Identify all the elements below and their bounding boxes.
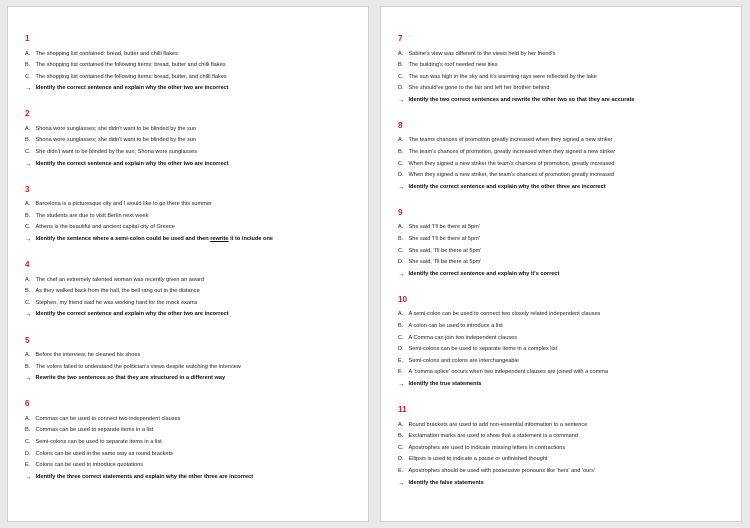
task-line [398, 379, 733, 391]
task-text: Identify the correct sentence and explain why the other two are incorrect [35, 160, 229, 167]
question-block [398, 295, 733, 391]
option-text: The students are due to visit Berlin next week [35, 212, 149, 219]
option-line [25, 147, 360, 159]
option-line [398, 170, 733, 182]
question-block [398, 34, 733, 106]
option-label: A. [25, 415, 31, 422]
option-text: She said 'I'll be there at 5pm' [408, 236, 480, 243]
option-line [25, 135, 360, 147]
option-label: B. [398, 433, 404, 440]
arrow-icon: → [398, 270, 405, 278]
question-block [25, 185, 360, 246]
question-block [25, 34, 360, 95]
option-text: A 'comma splice' occurs when two independent clauses are joined with a comma [408, 369, 609, 376]
option-label: D. [398, 85, 404, 92]
option-text: Colons can be used in the same way as round brackets [35, 450, 173, 457]
question-number: 5 [25, 335, 30, 345]
task-text: Rewrite the two sentences so that they are structured in a different way [35, 375, 226, 382]
task-text: Identify the correct sentence and explain why the other two are incorrect [35, 85, 229, 92]
option-label: C. [398, 160, 404, 167]
option-label: B. [398, 323, 404, 329]
option-label: C. [398, 247, 404, 254]
option-line [398, 367, 733, 379]
option-text: The voters failed to understand the politician's views despite watching the interview [35, 363, 241, 370]
arrow-icon: → [25, 160, 32, 168]
option-text: Athens is the beautiful and ancient capital city of Greece [35, 224, 175, 231]
option-label: D. [398, 172, 404, 179]
option-text: A Comma can join two independent clauses [408, 334, 518, 341]
task-text: Identify the false statements [408, 479, 484, 486]
option-text: Shona wore sunglasses; she didn't want to be blinded by the sun [35, 137, 197, 144]
option-line [25, 425, 360, 437]
option-line [398, 420, 733, 432]
task-text: Identify the correct sentence and explain why the other two are incorrect [35, 311, 229, 318]
option-line [398, 222, 733, 234]
option-line [398, 72, 733, 84]
option-label: B. [398, 62, 404, 69]
option-line [398, 431, 733, 443]
option-line [25, 49, 360, 61]
option-line [398, 147, 733, 159]
worksheet-page-left [7, 6, 369, 522]
option-line [398, 309, 733, 321]
option-line [25, 275, 360, 287]
option-text: Ellipsis is used to indicate a pause or unfinished thought [408, 456, 548, 463]
question-block [398, 405, 733, 489]
option-text: The teams chances of promotion greatly increased when they signed a new striker [408, 137, 613, 144]
option-label: B. [25, 363, 31, 370]
task-line [398, 478, 733, 490]
option-text: She didn't want to be blinded by the sun; Shona wore sunglasses [35, 149, 198, 156]
task-text: Identify the two correct sentences and rewrite the other two so that they are accurate [408, 96, 635, 103]
arrow-icon: → [398, 183, 405, 191]
option-line [398, 49, 733, 61]
question-block [25, 336, 360, 385]
option-line [25, 222, 360, 234]
option-label: E. [398, 357, 404, 364]
option-label: A. [25, 276, 31, 283]
option-text: Exclamation marks are used to show that a statement is a command [408, 433, 578, 440]
question-number: 2 [25, 109, 30, 119]
question-column [398, 34, 733, 504]
option-text: Apostrophes are used to indicate missing letters in contractions [408, 444, 566, 451]
option-label: B. [25, 212, 31, 219]
option-text: The team's chances of promotion, greatly increased when they signed a new striker [408, 149, 616, 156]
option-line [25, 414, 360, 426]
task-text: Identify the correct sentence and explain why it's correct [408, 270, 560, 277]
option-text: The chef an extremely talented woman was recently given an award [35, 276, 205, 283]
task-line [25, 159, 360, 171]
option-text: Stephen, my friend said he was working hard for the mock exams [35, 299, 198, 306]
task-line [398, 95, 733, 107]
option-label: A. [25, 352, 31, 358]
option-text: Round brackets are used to add non-essential information to a sentence [408, 421, 588, 428]
option-line [25, 437, 360, 449]
option-label: B. [25, 427, 31, 434]
option-text: Sabine's view was different to the views held by her friend's [408, 50, 556, 57]
question-number: 10 [398, 294, 408, 304]
task-line [25, 83, 360, 95]
option-text: She said 'I'll be there at 5pm' [408, 224, 480, 231]
option-label: E. [25, 462, 31, 469]
option-label: C. [25, 149, 31, 156]
option-text: Before the interview, he cleaned his shoes [35, 352, 141, 358]
option-text: The shopping list contained: bread, butter and chilli flakes [35, 50, 178, 57]
question-number: 3 [25, 184, 30, 194]
option-line [398, 257, 733, 269]
option-line [25, 350, 360, 362]
question-block [25, 109, 360, 170]
option-line [398, 83, 733, 95]
option-label: C. [398, 73, 404, 80]
option-text: Barcelona is a picturesque city and I would like to go there this summer [35, 201, 212, 208]
option-line [398, 159, 733, 171]
option-label: C. [398, 334, 404, 341]
option-label: B. [398, 149, 404, 156]
underlined-word: rewrite [210, 236, 229, 243]
option-text: The shopping list contained the following items: bread, butter, and chilli flakes [35, 73, 227, 80]
question-number: 8 [398, 120, 403, 130]
question-block [398, 121, 733, 193]
worksheet-page-right [380, 6, 742, 522]
option-text: Semi-colons can be used to separate items in a list [35, 438, 162, 445]
option-line [398, 333, 733, 345]
option-line [25, 298, 360, 310]
option-line [25, 460, 360, 472]
task-line [398, 269, 733, 281]
option-label: A. [398, 137, 404, 144]
option-text: Apostrophes should be used with possessive pronouns like 'hers' and 'ours' [408, 467, 595, 474]
option-line [25, 124, 360, 136]
option-label: B. [398, 236, 404, 243]
option-label: E. [398, 467, 404, 474]
option-line [398, 356, 733, 368]
option-label: C. [25, 224, 31, 231]
option-label: A. [398, 224, 404, 231]
task-text: Identify the correct sentence and explain why the other three are incorrect [408, 183, 606, 190]
task-line [398, 182, 733, 194]
arrow-icon: → [25, 236, 32, 244]
arrow-icon: → [25, 375, 32, 383]
question-number: 11 [398, 405, 407, 415]
option-label: C. [25, 73, 31, 80]
option-line [25, 449, 360, 461]
option-text: A colon can be used to introduce a list [408, 323, 503, 329]
option-label: C. [25, 438, 31, 445]
option-line [25, 211, 360, 223]
arrow-icon: → [25, 85, 32, 93]
task-text: Identify the three correct statements and explain why the other three are incorrect [35, 473, 254, 480]
option-line [25, 199, 360, 211]
option-label: D. [398, 346, 404, 353]
question-number: 6 [25, 399, 30, 409]
option-text: She said, 'I'll be there at 5pm' [408, 247, 482, 254]
option-text: Colons can be used to introduce quotations [35, 462, 144, 469]
option-line [398, 443, 733, 455]
question-number: 4 [25, 260, 30, 270]
option-label: B. [25, 288, 31, 295]
option-text: Commas can be used to separate items in a list [35, 427, 154, 434]
option-text: The shopping list contained the following items: bread, butter and chilli flakes [35, 62, 226, 69]
option-label: A. [398, 421, 404, 428]
task-line [25, 373, 360, 385]
option-text: She should've gone to the fair and left her brother behind [408, 85, 550, 92]
option-text: Shona wore sunglasses; she didn't want to be blinded by the sun [35, 125, 197, 132]
option-line [25, 286, 360, 298]
option-line [398, 60, 733, 72]
option-label: A. [25, 201, 31, 208]
option-line [398, 135, 733, 147]
task-text-part: Identify the sentence where a semi-colon could be used and then [35, 236, 211, 243]
option-line [398, 246, 733, 258]
task-line [25, 309, 360, 321]
option-label: D. [398, 259, 404, 266]
arrow-icon: → [25, 311, 32, 319]
option-label: C. [25, 299, 31, 306]
question-number: 1 [25, 34, 30, 43]
arrow-icon: → [25, 473, 32, 481]
question-block [25, 260, 360, 321]
option-label: A. [25, 125, 31, 132]
question-block [398, 208, 733, 280]
question-column [25, 34, 360, 498]
task-text-part: it to include one [228, 236, 273, 243]
option-text: When they signed a new striker, the team's chances of promotion greatly increased [408, 172, 615, 179]
option-line [398, 344, 733, 356]
arrow-icon: → [398, 479, 405, 487]
question-number: 7 [398, 34, 403, 43]
option-label: A. [398, 50, 404, 57]
option-text: Semi-colons can be used to separate items in a complex list [408, 346, 558, 353]
option-line [25, 362, 360, 374]
option-text: The sun was high in the sky and it's warming rays were reflected by the lake [408, 73, 597, 80]
option-text: The building's roof needed new tiles [408, 62, 498, 69]
option-label: B. [25, 62, 31, 69]
task-line [25, 234, 360, 246]
arrow-icon: → [398, 380, 405, 388]
task-text [36, 234, 273, 246]
option-text: As they walked back from the hall, the bell rang out in the distance [35, 288, 200, 295]
question-number: 9 [398, 207, 403, 217]
option-text: Commas can be used to connect two independent clauses [35, 415, 181, 422]
option-line [25, 60, 360, 72]
option-label: D. [398, 456, 404, 463]
option-line [398, 454, 733, 466]
option-label: A. [398, 311, 404, 318]
arrow-icon: → [398, 96, 405, 104]
option-line [25, 72, 360, 84]
option-text: She said, 'I'll be there at 5pm' [408, 259, 482, 266]
option-label: F. [398, 369, 403, 376]
task-line [25, 472, 360, 484]
task-text: Identify the true statements [408, 380, 482, 387]
option-label: D. [25, 450, 31, 457]
option-line [398, 321, 733, 333]
option-label: C. [398, 444, 404, 451]
option-line [398, 466, 733, 478]
option-text: Semi-colons and colons are interchangeable [408, 357, 519, 364]
option-text: A semi-colon can be used to connect two closely related independent clauses [408, 311, 601, 318]
option-label: A. [25, 50, 31, 57]
option-line [398, 234, 733, 246]
question-block [25, 399, 360, 483]
option-label: B. [25, 137, 31, 144]
option-text: When they signed a new striker the team's chances of promotion, greatly increased [408, 160, 615, 167]
